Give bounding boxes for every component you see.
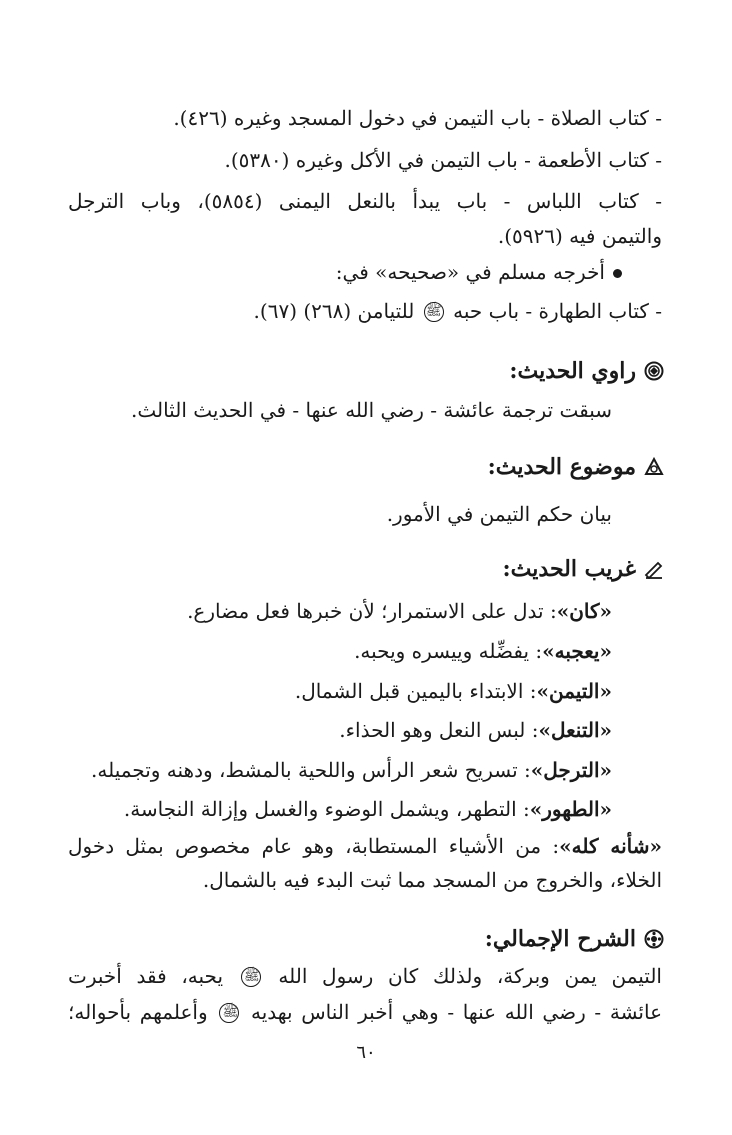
summary-line-1-end: يحبه، فقد أخبرت [68, 964, 224, 988]
narrator-heading [509, 356, 664, 386]
gharib-item-shanuh [68, 832, 662, 860]
gharib-term: «الترجل» [530, 758, 612, 782]
source-line-libas-continuation: والتيمن فيه (٥٩٢٦). [497, 224, 662, 248]
gharib-heading [503, 554, 664, 584]
gharib-term: «التيمن» [536, 679, 612, 703]
ornament-triangle-icon [644, 457, 664, 477]
gharib-definition: : يفضِّله وييسره ويحبه. [354, 639, 543, 663]
source-line-libas: - كتاب اللباس - باب يبدأ بالنعل اليمنى (٥٨٥٤)، وباب الترجل [68, 189, 662, 213]
gharib-item-tanaul [339, 716, 612, 744]
bullet-icon [613, 269, 622, 278]
source-line-tahara [254, 297, 662, 325]
gharib-term: «كان» [556, 599, 612, 623]
ornament-circle-icon [644, 361, 664, 381]
gharib-term: «شأنه كله» [559, 834, 663, 858]
page-number: ٦٠ [356, 1042, 376, 1063]
muslim-intro [336, 258, 622, 286]
ornament-flower-icon [644, 929, 664, 949]
pbuh-icon: ﷺ [241, 967, 261, 987]
gharib-definition: : لبس النعل وهو الحذاء. [339, 718, 539, 742]
gharib-term: «الطهور» [529, 797, 612, 821]
gharib-definition: : تسريح شعر الرأس واللحية بالمشط، ودهنه وتجميله. [91, 758, 531, 782]
narrator-heading-text: راوي الحديث: [509, 358, 636, 384]
gharib-item-tayammun [295, 677, 612, 705]
gharib-definition: : الابتداء باليمين قبل الشمال. [294, 679, 537, 703]
gharib-item-kana [187, 597, 612, 625]
gharib-item-tuhur [124, 795, 612, 823]
summary-heading-text: الشرح الإجمالي: [484, 926, 636, 952]
topic-heading [488, 452, 664, 482]
summary-line-1-start: التيمن يمن وبركة، ولذلك كان رسول الله [278, 964, 662, 988]
source-line-tahara-start: - كتاب الطهارة - باب حبه [453, 299, 662, 323]
muslim-intro-text: أخرجه مسلم في «صحيحه» في: [335, 260, 605, 284]
source-line-atima: - كتاب الأطعمة - باب التيمن في الأكل وغيره (٥٣٨٠). [224, 148, 662, 172]
summary-line-1 [68, 962, 662, 990]
gharib-item-yujibuh [354, 637, 612, 665]
summary-line-2 [68, 998, 662, 1026]
summary-heading [485, 924, 664, 954]
gharib-continuation: الخلاء، والخروج من المسجد مما ثبت البدء فيه بالشمال. [202, 868, 662, 892]
narrator-text: سبقت ترجمة عائشة - رضي الله عنها - في الحديث الثالث. [131, 398, 612, 422]
gharib-definition: : من الأشياء المستطابة، وهو عام مخصوص بمثل دخول [68, 834, 560, 858]
gharib-term: «يعجبه» [542, 639, 612, 663]
gharib-definition: : تدل على الاستمرار؛ لأن خبرها فعل مضارع. [187, 599, 557, 623]
gharib-definition: : التطهر، ويشمل الوضوء والغسل وإزالة النجاسة. [123, 797, 530, 821]
summary-line-2-start: عائشة - رضي الله عنها - وهي أخبر الناس بهديه [251, 1000, 663, 1024]
pen-icon [644, 559, 664, 579]
gharib-term: «التنعل» [538, 718, 612, 742]
pbuh-icon: ﷺ [424, 302, 444, 322]
topic-text: بيان حكم التيمن في الأمور. [386, 502, 612, 526]
gharib-item-tarajjul [91, 756, 612, 784]
pbuh-icon: ﷺ [219, 1003, 239, 1023]
summary-line-2-end: وأعلمهم بأحواله؛ [68, 1000, 208, 1024]
topic-heading-text: موضوع الحديث: [487, 454, 636, 480]
gharib-heading-text: غريب الحديث: [502, 556, 636, 582]
source-line-salat: - كتاب الصلاة - باب التيمن في دخول المسجد وغيره (٤٢٦). [173, 106, 662, 130]
source-line-tahara-end: للتيامن (٢٦٨) (٦٧). [253, 299, 415, 323]
